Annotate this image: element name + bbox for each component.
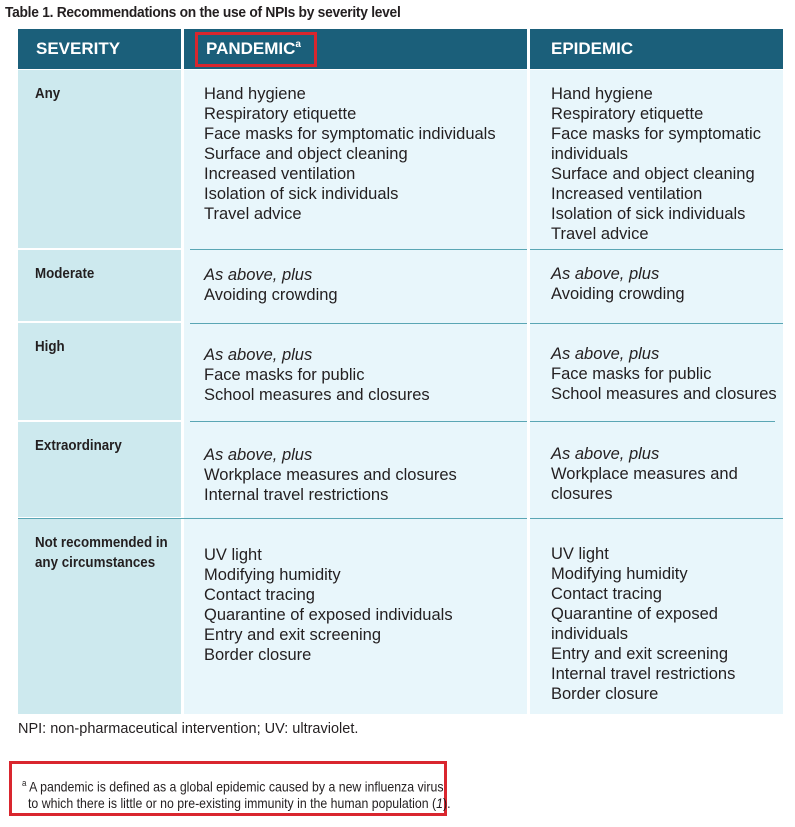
footnote-marker: a (22, 778, 27, 788)
row-divider (190, 249, 527, 250)
epidemic-item: Modifying humidity (551, 565, 688, 583)
epidemic-item: Face masks for public (551, 365, 712, 383)
pandemic-item: Isolation of sick individuals (204, 185, 399, 203)
epidemic-item: Entry and exit screening (551, 645, 729, 663)
severity-label: any circumstances (35, 555, 156, 571)
header-pandemic-sup: a (295, 39, 301, 50)
pandemic-cell (204, 445, 457, 505)
severity-cell (18, 323, 181, 420)
row-divider (530, 518, 783, 519)
header-pandemic-text: PANDEMIC (206, 39, 296, 58)
severity-cell (18, 422, 181, 517)
epidemic-item: UV light (551, 545, 609, 563)
epidemic-item: closures (551, 485, 613, 503)
pandemic-item: Contact tracing (204, 586, 315, 604)
pandemic-item: UV light (204, 546, 262, 564)
epidemic-cell (551, 344, 777, 404)
pandemic-item: Travel advice (204, 205, 302, 223)
pandemic-cell (204, 265, 338, 305)
severity-label: Moderate (35, 266, 95, 282)
pandemic-cell (204, 545, 453, 665)
pandemic-item: Face masks for symptomatic individuals (204, 125, 496, 143)
pandemic-cell (204, 84, 496, 224)
severity-cell (18, 250, 181, 321)
pandemic-item: Surface and object cleaning (204, 145, 408, 163)
header-epidemic-label: EPIDEMIC (551, 39, 634, 58)
epidemic-item: Internal travel restrictions (551, 665, 736, 683)
epidemic-intro: As above, plus (551, 445, 660, 463)
epidemic-item: Travel advice (551, 225, 649, 243)
epidemic-item: School measures and closures (551, 385, 777, 403)
row-divider (18, 518, 527, 519)
row-divider (530, 421, 775, 422)
epidemic-intro: As above, plus (551, 265, 660, 283)
pandemic-item: Increased ventilation (204, 165, 356, 183)
epidemic-item: Quarantine of exposed (551, 605, 718, 623)
epidemic-item: Surface and object cleaning (551, 165, 755, 183)
epidemic-item: Border closure (551, 685, 659, 703)
epidemic-cell (551, 444, 738, 504)
pandemic-intro: As above, plus (204, 446, 313, 464)
header-severity-label: SEVERITY (36, 39, 121, 58)
pandemic-item: Respiratory etiquette (204, 105, 357, 123)
severity-label: Extraordinary (35, 438, 122, 454)
table-caption: Table 1. Recommendations on the use of NPIs by severity level (5, 4, 401, 21)
severity-label: Not recommended in (35, 535, 168, 551)
pandemic-item: Workplace measures and closures (204, 466, 457, 484)
header-epidemic (530, 29, 783, 69)
footnote-text-2: to which there is little or no pre-existing immunity in the human population ( (28, 795, 437, 811)
row-divider (190, 421, 527, 422)
epidemic-item: individuals (551, 145, 629, 163)
epidemic-item: Face masks for symptomatic (551, 125, 761, 143)
epidemic-intro: As above, plus (551, 345, 660, 363)
epidemic-item: Isolation of sick individuals (551, 205, 746, 223)
epidemic-item: Contact tracing (551, 585, 662, 603)
epidemic-item: individuals (551, 625, 629, 643)
pandemic-intro: As above, plus (204, 346, 313, 364)
pandemic-item: Quarantine of exposed individuals (204, 606, 453, 624)
header-severity (18, 29, 181, 69)
pandemic-item: Internal travel restrictions (204, 486, 389, 504)
footnote-ref: 1 (436, 795, 444, 811)
severity-cell (18, 519, 181, 714)
abbreviation-note: NPI: non-pharmaceutical intervention; UV: ultraviolet. (18, 721, 359, 737)
pandemic-item: Modifying humidity (204, 566, 341, 584)
pandemic-item: Face masks for public (204, 366, 365, 384)
epidemic-cell (551, 264, 685, 304)
pandemic-highlight-box (195, 32, 317, 67)
pandemic-item: Entry and exit screening (204, 626, 382, 644)
epidemic-item: Workplace measures and (551, 465, 738, 483)
epidemic-item: Hand hygiene (551, 85, 653, 103)
pandemic-item: Avoiding crowding (204, 286, 338, 304)
pandemic-item: Border closure (204, 646, 312, 664)
footnote-line-1 (22, 778, 444, 795)
severity-cell (18, 70, 181, 248)
epidemic-item: Respiratory etiquette (551, 105, 704, 123)
footnote-text-1: A pandemic is defined as a global epidemic caused by a new influenza virus (26, 778, 444, 795)
epidemic-cell (551, 84, 761, 244)
severity-label: Any (35, 86, 61, 102)
pandemic-item: Hand hygiene (204, 85, 306, 103)
pandemic-intro: As above, plus (204, 266, 313, 284)
epidemic-item: Increased ventilation (551, 185, 703, 203)
epidemic-item: Avoiding crowding (551, 285, 685, 303)
pandemic-item: School measures and closures (204, 386, 430, 404)
severity-label: High (35, 339, 65, 355)
pandemic-cell (204, 345, 430, 405)
epidemic-cell (551, 544, 735, 704)
row-divider (190, 323, 527, 324)
footnote-text-3: ). (443, 795, 451, 811)
row-divider (530, 323, 783, 324)
footnote-line-2 (28, 795, 451, 811)
row-divider (530, 249, 783, 250)
